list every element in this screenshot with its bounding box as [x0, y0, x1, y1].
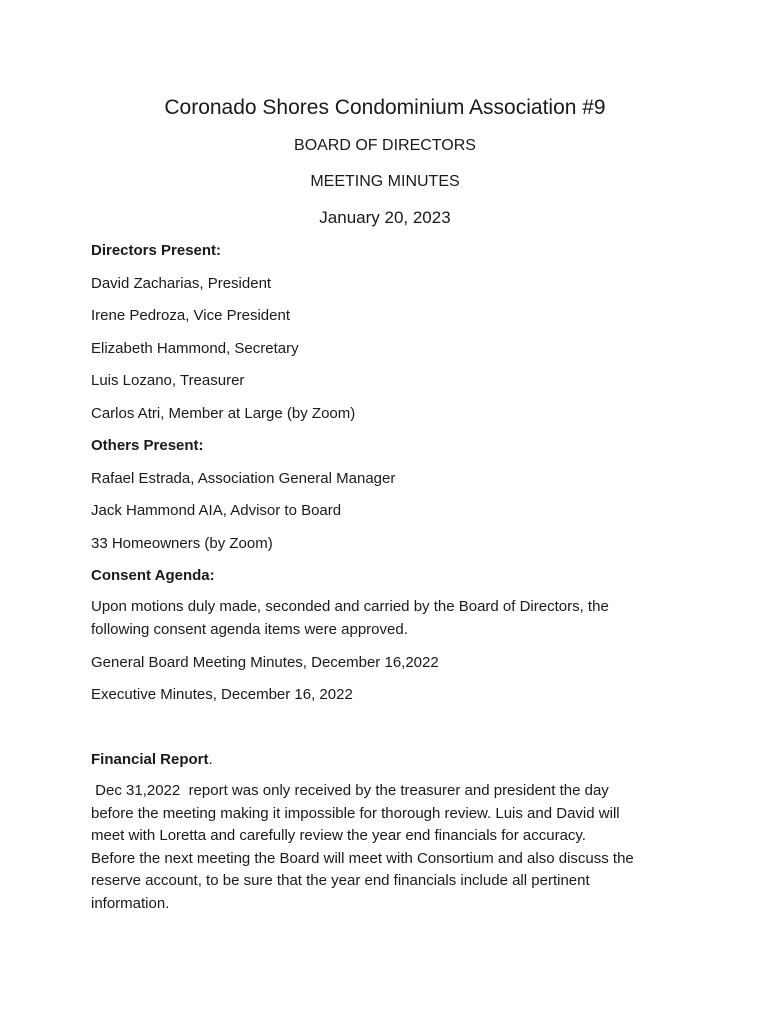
paragraph-line: Before the next meeting the Board will meet with Consortium and also discuss the: [91, 849, 634, 867]
attendee-item: Rafael Estrada, Association General Manager: [91, 470, 396, 487]
consent-agenda-heading: Consent Agenda:: [91, 567, 215, 584]
directors-present-heading: Directors Present:: [91, 242, 222, 259]
financial-report-punct: .: [208, 751, 213, 768]
paragraph-line: reserve account, to be sure that the year end financials include all pertinent: [91, 872, 590, 889]
paragraph-line: following consent agenda items were approved.: [91, 620, 408, 638]
paragraph-line: Upon motions duly made, seconded and carried by the Board of Directors, the: [91, 598, 609, 615]
attendee-item: Jack Hammond AIA, Advisor to Board: [91, 502, 342, 519]
paragraph-line: Dec 31,2022 report was only received by the treasurer and president the day: [91, 782, 609, 799]
director-item: Luis Lozano, Treasurer: [91, 372, 245, 389]
financial-report-paragraph: [91, 780, 691, 915]
director-item: Carlos Atri, Member at Large (by Zoom): [91, 405, 356, 422]
paragraph-line: meet with Loretta and carefully review the year end financials for accuracy.: [91, 827, 586, 844]
board-heading: BOARD OF DIRECTORS: [294, 137, 476, 154]
director-item: David Zacharias, President: [91, 275, 272, 292]
financial-report-title: Financial Report: [91, 751, 209, 768]
meeting-date: January 20, 2023: [319, 208, 451, 227]
minutes-heading: MEETING MINUTES: [310, 173, 460, 190]
attendee-item: 33 Homeowners (by Zoom): [91, 535, 273, 552]
director-item: Elizabeth Hammond, Secretary: [91, 340, 299, 357]
consent-agenda-paragraph: [91, 596, 691, 641]
consent-item: Executive Minutes, December 16, 2022: [91, 686, 353, 703]
director-item: Irene Pedroza, Vice President: [91, 307, 291, 324]
paragraph-line: information.: [91, 894, 170, 912]
financial-report-heading: [91, 749, 213, 771]
others-present-heading: Others Present:: [91, 437, 204, 454]
paragraph-line: before the meeting making it impossible for thorough review. Luis and David will: [91, 804, 620, 822]
consent-item: General Board Meeting Minutes, December 16,2022: [91, 654, 439, 671]
document-title: Coronado Shores Condominium Association #9: [164, 96, 606, 119]
